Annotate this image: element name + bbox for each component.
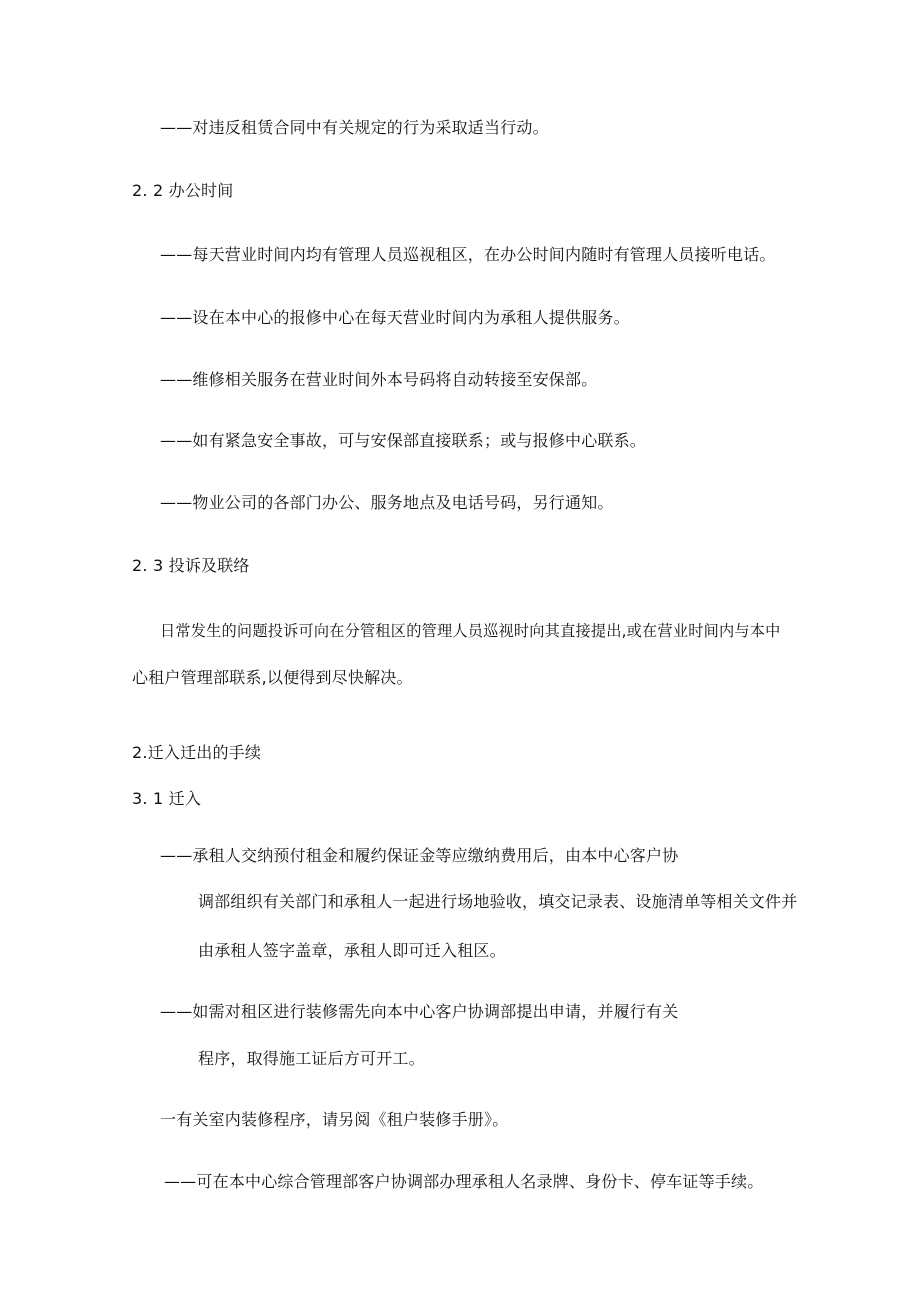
paragraph-line: ——如需对租区进行装修需先向本中心客户协调部提出申请，并履行有关 <box>160 1002 679 1021</box>
paragraph-line: ——设在本中心的报修中心在每天营业时间内为承租人提供服务。 <box>160 308 630 327</box>
paragraph-line: ——承租人交纳预付租金和履约保证金等应缴纳费用后，由本中心客户协 <box>160 846 679 865</box>
section-heading: 2. 2 办公时间 <box>132 181 234 200</box>
paragraph-line: 一有关室内装修程序，请另阅《租户装修手册》。 <box>160 1110 509 1129</box>
paragraph-line: ——物业公司的各部门办公、服务地点及电话号码，另行通知。 <box>160 493 614 512</box>
paragraph-line: 心租户管理部联系,以便得到尽快解决。 <box>132 668 413 687</box>
paragraph-line: ——如有紧急安全事故，可与安保部直接联系；或与报修中心联系。 <box>160 431 647 450</box>
paragraph-line: ——每天营业时间内均有管理人员巡视租区，在办公时间内随时有管理人员接听电话。 <box>160 245 776 264</box>
section-heading: 2. 3 投诉及联络 <box>132 556 250 575</box>
paragraph-line: ——可在本中心综合管理部客户协调部办理承租人名录牌、身份卡、停车证等手续。 <box>164 1172 764 1191</box>
section-heading: 3. 1 迁入 <box>132 789 202 808</box>
paragraph-line: 调部组织有关部门和承租人一起进行场地验收，填交记录表、设施清单等相关文件并 <box>198 892 798 911</box>
paragraph-line: 日常发生的问题投诉可向在分管租区的管理人员巡视时向其直接提出,或在营业时间内与本中 <box>160 622 781 640</box>
paragraph-line: 程序，取得施工证后方可开工。 <box>198 1049 425 1068</box>
paragraph-line: ——维修相关服务在营业时间外本号码将自动转接至安保部。 <box>160 370 598 389</box>
paragraph-line: ——对违反租赁合同中有关规定的行为采取适当行动。 <box>160 118 549 137</box>
section-heading: 2.迁入迁出的手续 <box>132 743 262 762</box>
paragraph-line: 由承租人签字盖章，承租人即可迁入租区。 <box>198 941 506 960</box>
